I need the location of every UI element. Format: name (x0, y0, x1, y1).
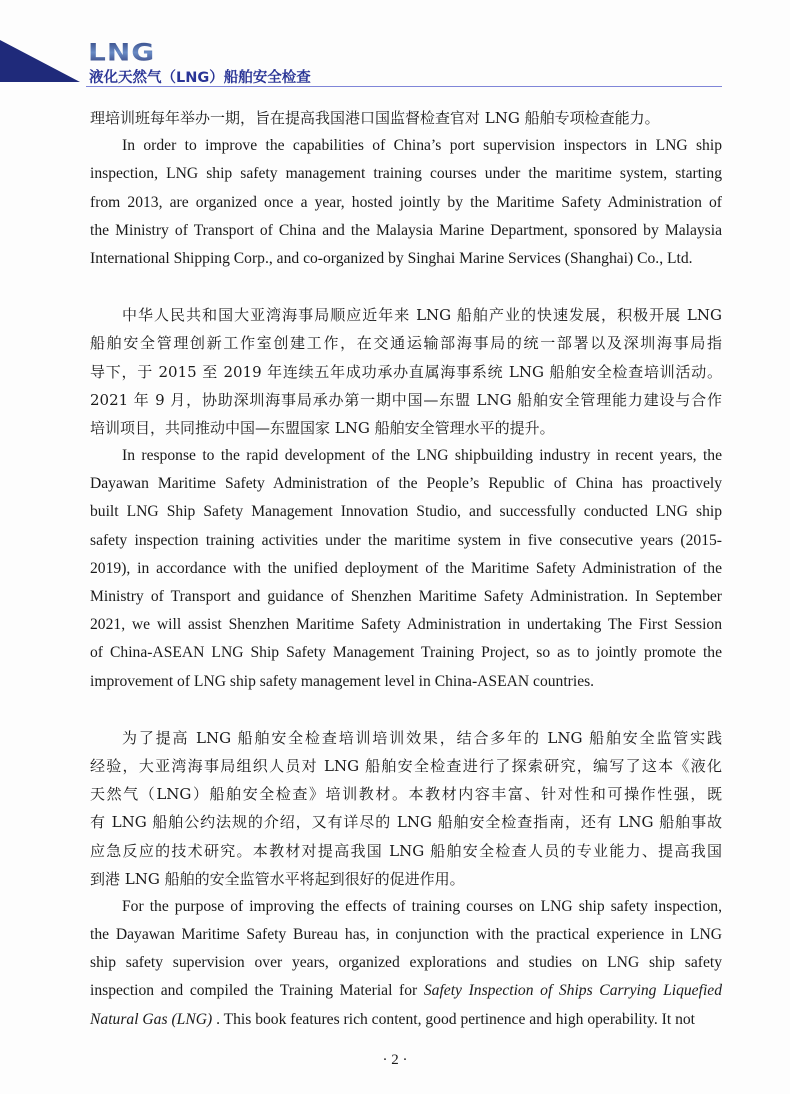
text-line: built LNG Ship Safety Management Innovation Studio, and successfully conducted LNG ship (90, 503, 722, 521)
text-line: ship safety supervision over years, organized explorations and studies on LNG ship safety (90, 954, 722, 972)
text-line: 理培训班每年举办一期，旨在提高我国港口国监督检查官对 LNG 船舶专项检查能力。 (90, 109, 660, 127)
text-line: For the purpose of improving the effects of training courses on LNG ship safety inspection, (122, 897, 722, 915)
text-line: Ministry of Transport and guidance of Shenzhen Maritime Safety Administration. In September (90, 588, 722, 605)
text-line: In order to improve the capabilities of China’s port supervision inspectors in LNG ship (122, 137, 722, 155)
text-line: 经验，大亚湾海事局组织人员对 LNG 船舶安全检查进行了探索研究，编写了这本《液化 (90, 756, 722, 775)
text-span: . This book features rich content, good pertinence and high operability. It not (212, 1010, 696, 1028)
text-line: 2019), in accordance with the unified deployment of the Maritime Safety Administration of the (90, 559, 722, 577)
text-line: In response to the rapid development of the LNG shipbuilding industry in recent years, the (122, 447, 722, 465)
paragraph-gap (90, 696, 722, 724)
header-rule (86, 86, 722, 87)
text-line: inspection, LNG ship safety management training courses under the maritime system, starting (90, 165, 722, 183)
text-line: 天然气（LNG）船舶安全检查》培训教材。本教材内容丰富、针对性和可操作性强，既 (90, 785, 722, 804)
text-line: the Dayawan Maritime Safety Bureau has, in conjunction with the practical experience in LNG (90, 926, 722, 944)
text-span: inspection and compiled the Training Material for (90, 982, 424, 1000)
text-line (90, 977, 722, 1005)
text-line: International Shipping Corp., and co-organized by Singhai Marine Services (Shanghai) Co., Ltd. (90, 249, 693, 267)
text-line: 2021, we will assist Shenzhen Maritime Safety Administration in undertaking The First Session (90, 616, 722, 634)
running-header-title: 液化天然气（LNG）船舶安全检查 (89, 70, 311, 86)
page-number: · 2 · (382, 1052, 408, 1068)
text-line: 有 LNG 船舶公约法规的介绍，又有详尽的 LNG 船舶安全检查指南，还有 LNG 船舶事故 (90, 813, 722, 832)
text-line: 中华人民共和国大亚湾海事局顺应近年来 LNG 船舶产业的快速发展，积极开展 LNG (122, 306, 722, 325)
text-line: 2021 年 9 月，协助深圳海事局承办第一期中国—东盟 LNG 船舶安全管理能力建设与合作 (90, 390, 722, 409)
text-line: 船舶安全管理创新工作室创建工作，在交通运输部海事局的统一部署以及深圳海事局指 (90, 334, 722, 353)
paragraph-gap (90, 273, 722, 301)
text-line (90, 1006, 722, 1034)
text-line: safety inspection training activities under the maritime system in five consecutive years (2015- (90, 531, 722, 549)
body-text (90, 104, 722, 1034)
text-line: the Ministry of Transport of China and the Malaysia Marine Department, sponsored by Malaysia (90, 221, 722, 239)
header-triangle-decoration (0, 40, 80, 82)
text-line: 为了提高 LNG 船舶安全检查培训培训效果，结合多年的 LNG 船舶安全监管实践 (122, 728, 722, 747)
text-line: of China-ASEAN LNG Ship Safety Management Training Project, so as to jointly promote the (90, 644, 722, 662)
text-line: improvement of LNG ship safety management level in China-ASEAN countries. (90, 672, 595, 690)
book-title-italic: Safety Inspection of Ships Carrying Liquefied (423, 982, 722, 1000)
book-title-italic: Natural Gas (LNG) (90, 1010, 213, 1028)
text-line: 培训项目，共同推动中国—东盟国家 LNG 船舶安全管理水平的提升。 (90, 418, 555, 437)
text-line: 到港 LNG 船舶的安全监管水平将起到很好的促进作用。 (90, 869, 465, 888)
text-line: 应急反应的技术研究。本教材对提高我国 LNG 船舶安全检查人员的专业能力、提高我国 (90, 841, 722, 860)
text-line: from 2013, are organized once a year, hosted jointly by the Maritime Safety Administration of (90, 193, 722, 211)
text-line: Dayawan Maritime Safety Administration of the People’s Republic of China has proactively (90, 475, 722, 493)
header-logo: LNG (88, 38, 156, 67)
text-line: 导下，于 2015 至 2019 年连续五年成功承办直属海事系统 LNG 船舶安全检查培训活动。 (90, 362, 722, 381)
